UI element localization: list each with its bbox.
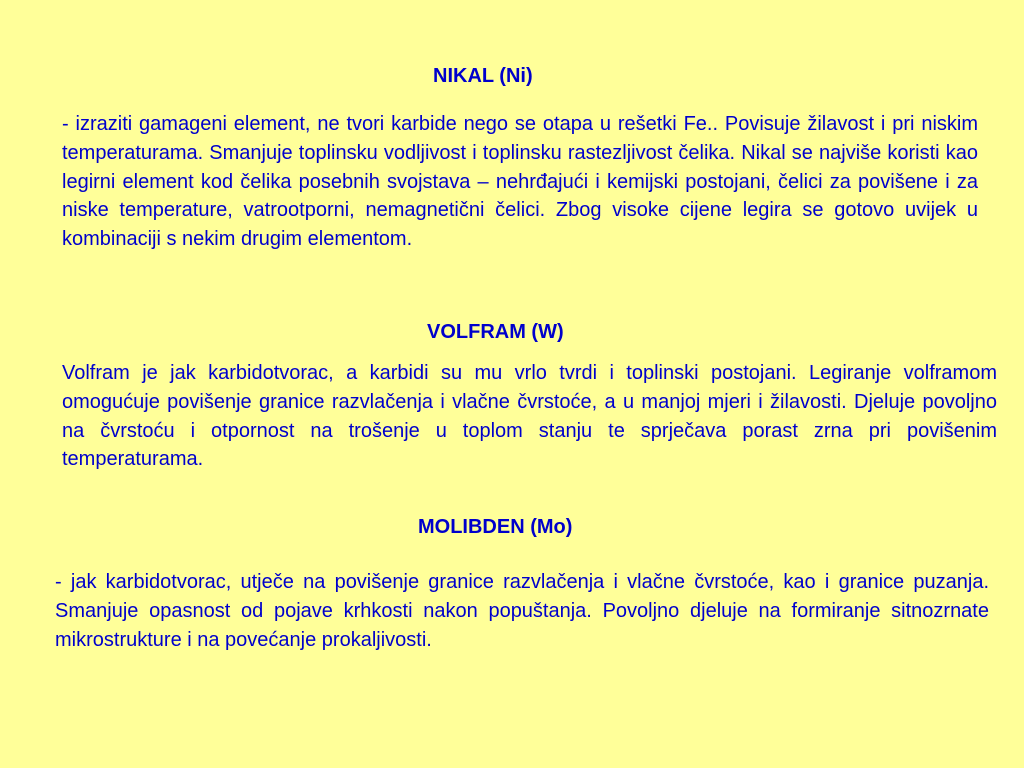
section-text-molibden: - jak karbidotvorac, utječe na povišenje granice razvlačenja i vlačne čvrstoće, kao i granice puzanja. Smanjuje opasnost od pojave krhkosti nakon popuštanja. Povoljno djeluje na formiranje sitnozrnate mikrostrukture i na povećanje prokaljivosti. <box>55 571 989 651</box>
section-text-nikal: - izraziti gamageni element, ne tvori karbide nego se otapa u rešetki Fe.. Povisuje žilavost i pri niskim temperaturama. Smanjuje toplinsku vodljivost i toplinsku rastezljivost čelika. Nikal se najviše koristi kao legirni element kod čelika posebnih svojstava – nehrđajući i kemijski postojani, čelici za povišene i za niske temperature, vatrootporni, nemagnetični čelici. Zbog visoke cijene legira se gotovo uvijek u kombinaciji s nekim drugim elementom. <box>62 113 978 251</box>
section-title-nikal: NIKAL (Ni) <box>433 65 533 87</box>
section-title-molibden: MOLIBDEN (Mo) <box>418 516 573 538</box>
section-text-volfram: Volfram je jak karbidotvorac, a karbidi su mu vrlo tvrdi i toplinski postojani. Legiranje volframom omogućuje povišenje granice razvlačenja i vlačne čvrstoće, a u manjoj mjeri i žilavosti. Djeluje povoljno na čvrstoću i otpornost na trošenje u toplom stanju te sprječava porast zrna pri povišenim temperaturama. <box>62 362 997 471</box>
section-title-volfram: VOLFRAM (W) <box>427 321 564 343</box>
